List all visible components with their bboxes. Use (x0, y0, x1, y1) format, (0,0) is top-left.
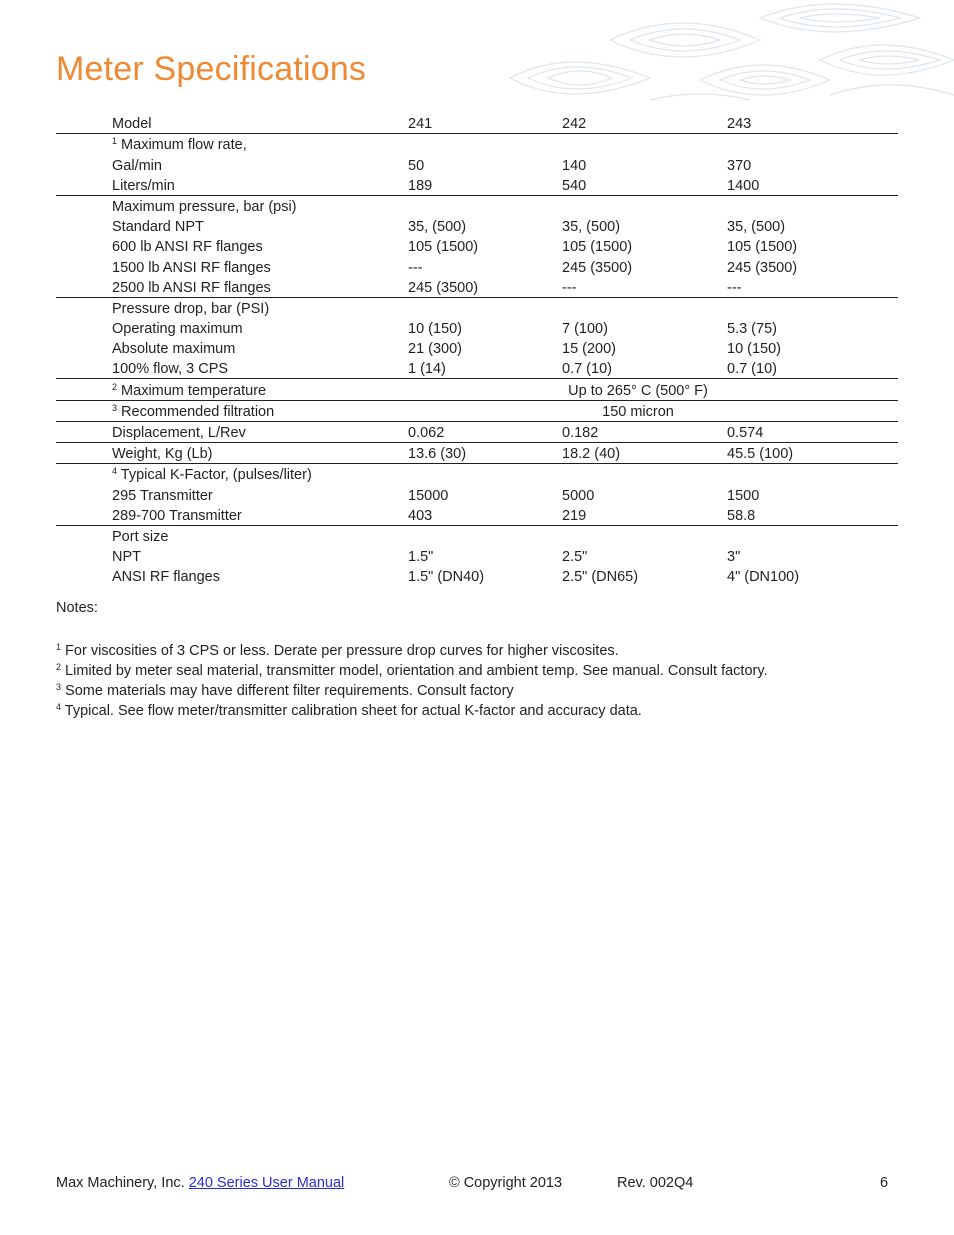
model-label: Model (56, 113, 408, 134)
row-label: 295 Transmitter (112, 487, 213, 504)
table-row (56, 216, 898, 236)
model-242: 242 (562, 113, 727, 134)
row-label: Displacement, L/Rev (56, 421, 408, 442)
meter-spec-table (56, 113, 898, 586)
row-label: Weight, Kg (Lb) (56, 443, 408, 464)
row-label: 289-700 Transmitter (56, 505, 408, 526)
cell-value: 10 (150) (408, 321, 463, 338)
cell-value: 540 (562, 175, 727, 196)
table-row (56, 175, 898, 196)
cell-value: 403 (408, 505, 562, 526)
cell-value: 10 (150) (727, 341, 782, 358)
cell-value: 0.182 (562, 421, 727, 442)
cell-value: 1500 (727, 487, 760, 504)
footnote-ref: 2 (112, 381, 118, 392)
note-text: Some materials may have different filter requirements. Consult factory (65, 683, 514, 699)
cell-value: 2.5" (562, 549, 588, 566)
table-row (56, 505, 898, 526)
model-243: 243 (727, 113, 898, 134)
cell-value: 245 (3500) (408, 277, 562, 298)
table-row (56, 358, 898, 379)
page-number: 6 (880, 1175, 889, 1191)
model-241: 241 (408, 113, 562, 134)
note-item (56, 661, 768, 681)
filtration-row (56, 400, 898, 421)
pressure-drop-heading: Pressure drop, bar (PSI) (112, 300, 270, 317)
footnote-ref: 3 (112, 402, 118, 413)
section-heading-row (56, 297, 898, 318)
cell-value: 21 (300) (408, 341, 463, 358)
table-row (56, 338, 898, 358)
notes-list (56, 641, 768, 721)
cell-value: 35, (500) (727, 219, 786, 236)
section-heading-row (56, 134, 898, 155)
note-item (56, 701, 768, 721)
cell-value: 4" (DN100) (727, 569, 800, 586)
row-label: Liters/min (56, 175, 408, 196)
row-label: Operating maximum (112, 321, 243, 338)
note-text: Typical. See flow meter/transmitter calibration sheet for actual K-factor and accuracy data. (64, 703, 642, 719)
cell-value: 0.574 (727, 421, 898, 442)
row-label: ANSI RF flanges (112, 569, 220, 586)
cell-value: 189 (408, 175, 562, 196)
weight-row (56, 443, 898, 464)
cell-value: 35, (500) (562, 219, 621, 236)
cell-value: 219 (562, 505, 727, 526)
table-row (56, 236, 898, 256)
cell-value: 2.5" (DN65) (562, 569, 639, 586)
filtration-value: 150 micron (408, 400, 898, 421)
cell-value: 5.3 (75) (727, 321, 777, 338)
footnote-ref: 1 (112, 136, 118, 147)
cell-value: 1.5" (408, 549, 434, 566)
displacement-row (56, 421, 898, 442)
footer-revision: Rev. 002Q4 (617, 1175, 694, 1191)
row-label: Gal/min (112, 157, 162, 174)
k-factor-heading: Typical K-Factor, (pulses/liter) (120, 467, 312, 484)
cell-value: 105 (1500) (408, 239, 479, 256)
cell-value: 5000 (562, 487, 595, 504)
wave-decoration (500, 0, 954, 110)
footer-company: Max Machinery, Inc. 240 Series User Manual (56, 1175, 345, 1191)
cell-value: 50 (408, 157, 425, 174)
row-label: 1500 lb ANSI RF flanges (112, 259, 271, 276)
table-row (56, 546, 898, 566)
row-label: Absolute maximum (112, 341, 236, 358)
cell-value: --- (408, 259, 423, 276)
cell-value: 0.7 (10) (727, 358, 898, 379)
footnote-number: 4 (56, 702, 62, 712)
manual-link[interactable]: 240 Series User Manual (188, 1175, 345, 1191)
table-row (56, 318, 898, 338)
cell-value: 45.5 (100) (727, 443, 898, 464)
cell-value: 35, (500) (408, 219, 467, 236)
table-row (56, 566, 898, 586)
footnote-number: 3 (56, 682, 62, 692)
max-temperature-row (56, 379, 898, 400)
section-heading-row (56, 195, 898, 216)
cell-value: 140 (562, 157, 587, 174)
cell-value: 15 (200) (562, 341, 617, 358)
cell-value: 1.5" (DN40) (408, 569, 485, 586)
table-row (56, 277, 898, 298)
cell-value: 245 (3500) (562, 259, 633, 276)
cell-value: 3" (727, 549, 741, 566)
max-temperature-value: Up to 265° C (500° F) (408, 379, 898, 400)
note-item (56, 641, 768, 661)
cell-value: 370 (727, 157, 752, 174)
page-footer (56, 1175, 898, 1195)
cell-value: 7 (100) (562, 321, 608, 338)
cell-value: 0.062 (408, 421, 562, 442)
note-text: Limited by meter seal material, transmitter model, orientation and ambient temp. See manual. Consult factory. (65, 663, 768, 679)
cell-value: --- (727, 277, 898, 298)
row-label: NPT (112, 549, 141, 566)
table-row (56, 256, 898, 276)
cell-value: 18.2 (40) (562, 443, 727, 464)
footnote-ref: 4 (112, 466, 118, 477)
flow-rate-heading: Maximum flow rate, (121, 137, 247, 154)
cell-value: 245 (3500) (727, 259, 798, 276)
notes-heading: Notes: (56, 600, 98, 616)
table-row (56, 484, 898, 504)
section-heading-row (56, 464, 898, 485)
row-label: 600 lb ANSI RF flanges (112, 239, 263, 256)
cell-value: 1400 (727, 175, 898, 196)
cell-value: 0.7 (10) (562, 358, 727, 379)
max-pressure-heading: Maximum pressure, bar (psi) (112, 198, 297, 215)
section-heading-row (56, 525, 898, 546)
row-label: Standard NPT (112, 219, 204, 236)
model-header-row (56, 113, 898, 134)
footnote-number: 2 (56, 662, 62, 672)
cell-value: 58.8 (727, 505, 898, 526)
note-item (56, 681, 768, 701)
row-label: 2500 lb ANSI RF flanges (56, 277, 408, 298)
cell-value: 13.6 (30) (408, 443, 562, 464)
note-text: For viscosities of 3 CPS or less. Derate per pressure drop curves for higher viscosites. (65, 643, 619, 659)
port-size-heading: Port size (112, 528, 169, 545)
cell-value: 105 (1500) (562, 239, 633, 256)
row-label: Maximum temperature (121, 382, 267, 399)
cell-value: 1 (14) (408, 358, 562, 379)
row-label: Recommended filtration (121, 403, 275, 420)
cell-value: 15000 (408, 487, 449, 504)
page-title: Meter Specifications (56, 50, 367, 88)
cell-value: 105 (1500) (727, 239, 798, 256)
row-label: 100% flow, 3 CPS (56, 358, 408, 379)
footnote-number: 1 (56, 642, 62, 652)
table-row (56, 154, 898, 174)
footer-copyright: © Copyright 2013 (449, 1175, 563, 1191)
cell-value: --- (562, 277, 727, 298)
